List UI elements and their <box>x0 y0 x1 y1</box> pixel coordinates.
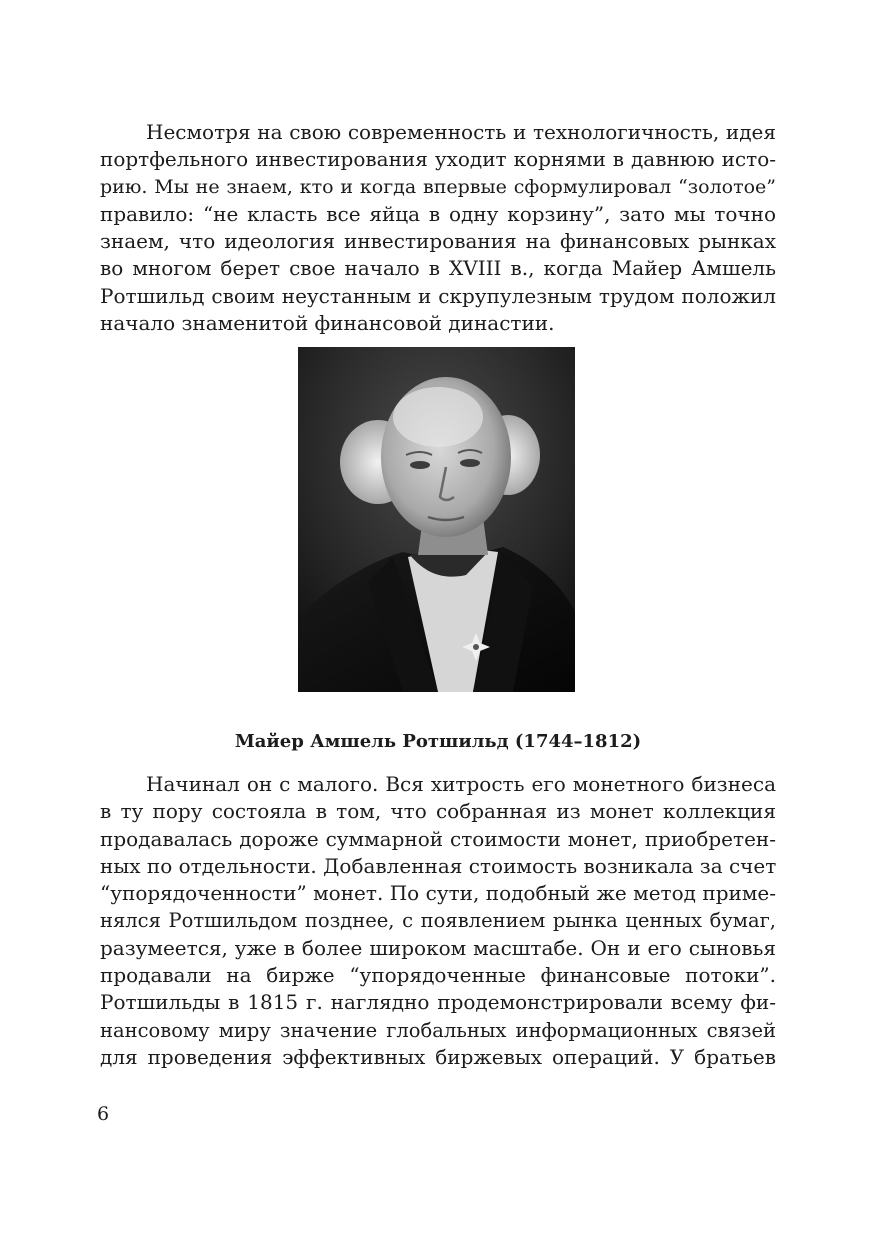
text-line: портфельного инвестирования уходит корнями в давнюю исто- <box>100 147 776 172</box>
text-line: рию. Мы не знаем, кто и когда впервые сформулировал “золотое” <box>100 175 776 198</box>
paragraph-body <box>100 771 776 1071</box>
text-line: Ротшильды в 1815 г. наглядно продемонстрировали всему фи- <box>100 990 776 1015</box>
text-line: для проведения эффективных биржевых операций. У братьев <box>100 1044 776 1069</box>
text-line: “упорядоченности” монет. По сути, подобный же метод приме- <box>100 881 776 906</box>
text-line: продавали на бирже “упорядоченные финансовые потоки”. <box>100 963 776 988</box>
portrait-image <box>298 347 575 692</box>
text-line: во многом берет свое начало в XVIII в., когда Майер Амшель <box>100 256 776 281</box>
text-line: нансовому миру значение глобальных информационных связей <box>100 1018 776 1042</box>
text-line: знаем, что идеология инвестирования на финансовых рынках <box>100 229 776 254</box>
text-line: Ротшильд своим неустанным и скрупулезным трудом положил <box>100 283 776 308</box>
text-line: правило: “не класть все яйца в одну корзину”, зато мы точно <box>100 201 776 226</box>
text-line: ных по отдельности. Добавленная стоимость возникала за счет <box>100 853 777 878</box>
text-line: Несмотря на свою современность и технологичность, идея <box>146 120 776 144</box>
text-line: Начинал он с малого. Вся хитрость его монетного бизнеса <box>146 772 776 796</box>
page-number: 6 <box>97 1103 110 1125</box>
text-line: в ту пору состояла в том, что собранная из монет коллекция <box>100 799 776 824</box>
text-line: разумеется, уже в более широком масштабе. Он и его сыновья <box>100 935 776 960</box>
paragraph-intro <box>100 119 776 337</box>
text-line: нялся Ротшильдом позднее, с появлением рынка ценных бумаг, <box>100 909 776 933</box>
text-line: продавалась дороже суммарной стоимости монет, приобретен- <box>100 826 776 851</box>
figure-caption: Майер Амшель Ротшильд (1744–1812) <box>234 731 642 752</box>
text-line: начало знаменитой финансовой династии. <box>100 311 555 336</box>
